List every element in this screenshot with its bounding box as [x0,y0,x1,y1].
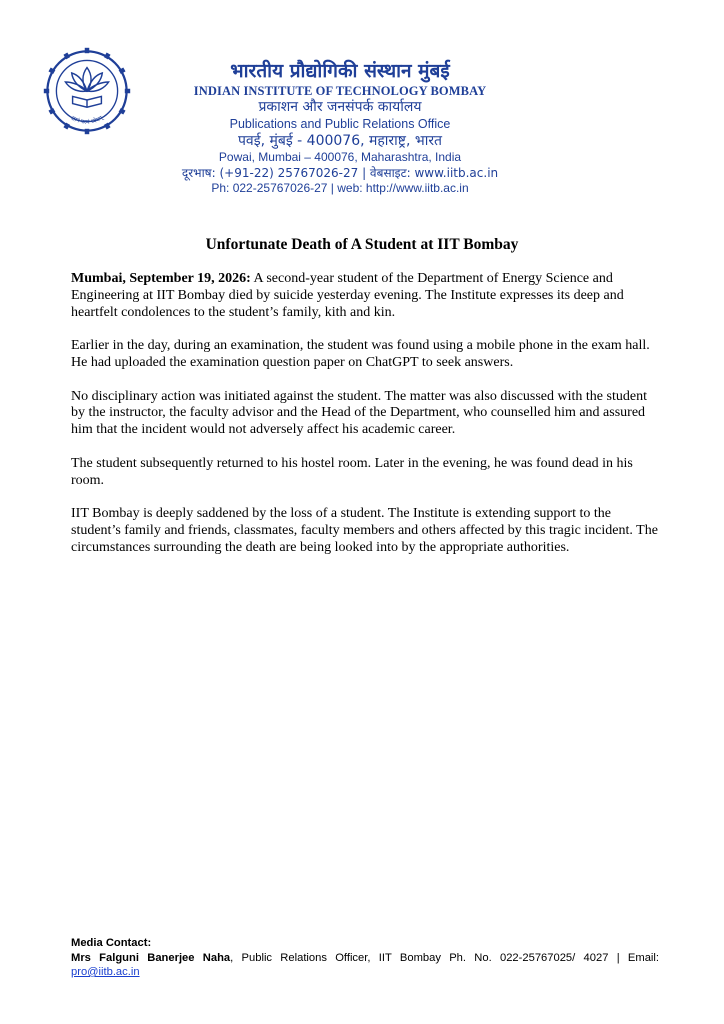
address-english: Powai, Mumbai – 400076, Maharashtra, India [218,150,462,164]
letterhead [180,58,500,196]
svg-text:ज्ञानं परमं ध्येयम् [70,115,105,126]
contact-details: , Public Relations Officer, IIT Bombay Ph. No. 022-25767025/ 4027 | Email: [230,951,659,964]
media-contact-heading: Media Contact: [71,937,152,949]
press-release-body [71,271,661,573]
phone-web-english: Ph: 022-25767026-27 | web: http://www.iitb.ac.in [211,181,469,195]
office-name-english: Publications and Public Relations Office [229,117,451,131]
paragraph-1 [71,271,661,321]
phone-web-hindi: दूरभाष: (+91-22) 25767026-27 | वेबसाइट: www.iitb.ac.in [181,166,499,180]
media-contact-details [71,951,659,966]
institute-name-hindi: भारतीय प्रौद्योगिकी संस्थान मुंबई [230,60,450,82]
iitb-logo-icon [42,46,132,136]
contact-email-link[interactable]: pro@iitb.ac.in [71,966,140,978]
contact-name: Mrs Falguni Banerjee Naha [71,951,231,964]
paragraph-3: No disciplinary action was initiated against the student. The matter was also discussed with the student by the instructor, the faculty advisor and the Head of the Department, who counselled him and assured him that the incident would not adversely affect his academic career. [71,388,647,438]
dateline: Mumbai, September 19, 2026: [71,271,251,286]
paragraph-1-text: A second-year student of the Department of Energy Science and Engineering at IIT Bombay died by suicide yesterday evening. The Institute expresses its deep and heartfelt condolences to the student’s family, kith and kin. [71,271,624,320]
press-release-title: Unfortunate Death of A Student at IIT Bombay [205,236,519,253]
address-hindi: पवई, मुंबई - 400076, महाराष्ट्र, भारत [237,133,443,149]
paragraph-2: Earlier in the day, during an examination, the student was found using a mobile phone in the exam hall. He had uploaded the examination question paper on ChatGPT to seek answers. [71,338,650,370]
media-contact [71,936,659,980]
institute-name-english: INDIAN INSTITUTE OF TECHNOLOGY BOMBAY [193,84,487,98]
logo-motto: ज्ञानं परमं ध्येयम् [69,115,105,126]
paragraph-5: IIT Bombay is deeply saddened by the loss of a student. The Institute is extending support to the student’s family and friends, classmates, faculty members and others affected by this tragic incident. The circumstances surrounding the death are being looked into by the appropriate authorities. [71,506,658,555]
office-name-hindi: प्रकाशन और जनसंपर्क कार्यालय [258,99,422,115]
paragraph-4: The student subsequently returned to his hostel room. Later in the evening, he was found dead in his room. [71,455,633,488]
